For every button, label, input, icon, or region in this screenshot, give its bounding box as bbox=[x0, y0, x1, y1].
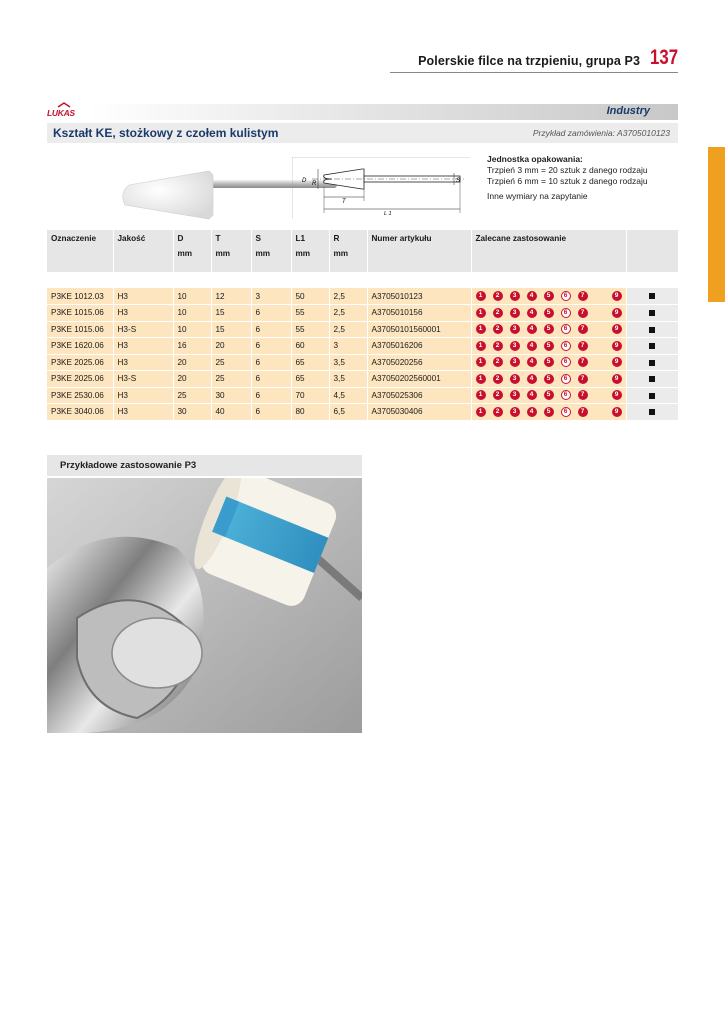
page-header bbox=[300, 46, 678, 72]
cell-article: A3705025306 bbox=[367, 387, 471, 404]
cell-article: A3705020256 bbox=[367, 354, 471, 371]
cell-applications bbox=[471, 387, 626, 404]
application-5-icon: 5 bbox=[544, 390, 554, 400]
application-1-icon: 1 bbox=[476, 390, 486, 400]
cell-article: A37050202560001 bbox=[367, 371, 471, 388]
cell-applications bbox=[471, 305, 626, 322]
application-5-icon: 5 bbox=[544, 407, 554, 417]
application-2-icon: 2 bbox=[493, 407, 503, 417]
cell-quality: H3-S bbox=[113, 321, 173, 338]
cell-marker bbox=[626, 321, 678, 338]
cell-r: 4,5 bbox=[329, 387, 367, 404]
table-row bbox=[47, 338, 678, 355]
application-1-icon: 1 bbox=[476, 407, 486, 417]
table-row bbox=[47, 404, 678, 421]
application-1-icon: 1 bbox=[476, 324, 486, 334]
application-5-icon: 5 bbox=[544, 374, 554, 384]
cell-l1: 50 bbox=[291, 288, 329, 305]
cell-t: 25 bbox=[211, 354, 251, 371]
application-7-icon: 7 bbox=[578, 374, 588, 384]
cell-s: 6 bbox=[251, 305, 291, 322]
application-6-icon: 6 bbox=[561, 390, 571, 400]
diagram-label-r: R bbox=[312, 181, 317, 187]
cell-marker bbox=[626, 371, 678, 388]
application-3-icon: 3 bbox=[510, 291, 520, 301]
cell-d: 20 bbox=[173, 354, 211, 371]
cell-s: 6 bbox=[251, 321, 291, 338]
application-3-icon: 3 bbox=[510, 324, 520, 334]
cell-t: 20 bbox=[211, 338, 251, 355]
table-header-row bbox=[47, 230, 678, 272]
application-5-icon: 5 bbox=[544, 308, 554, 318]
application-2-icon: 2 bbox=[493, 390, 503, 400]
packaging-heading: Jednostka opakowania: bbox=[487, 154, 583, 164]
cell-d: 20 bbox=[173, 371, 211, 388]
header-d: D mm bbox=[173, 230, 211, 272]
cell-marker bbox=[626, 387, 678, 404]
application-9-icon: 9 bbox=[612, 291, 622, 301]
cell-t: 12 bbox=[211, 288, 251, 305]
cell-d: 25 bbox=[173, 387, 211, 404]
packaging-line-3: Inne wymiary na zapytanie bbox=[487, 191, 588, 201]
cell-marker bbox=[626, 305, 678, 322]
cell-t: 15 bbox=[211, 305, 251, 322]
cell-quality: H3 bbox=[113, 404, 173, 421]
application-6-icon: 6 bbox=[561, 291, 571, 301]
cell-l1: 60 bbox=[291, 338, 329, 355]
cell-article: A3705010156 bbox=[367, 305, 471, 322]
cell-designation: P3KE 2530.06 bbox=[47, 387, 113, 404]
cell-designation: P3KE 2025.06 bbox=[47, 354, 113, 371]
diagram-label-s: S bbox=[456, 178, 461, 184]
header-r: R mm bbox=[329, 230, 367, 272]
application-7-icon: 7 bbox=[578, 308, 588, 318]
cell-t: 15 bbox=[211, 321, 251, 338]
diagram-label-d: D bbox=[302, 178, 307, 184]
cell-designation: P3KE 1015.06 bbox=[47, 321, 113, 338]
application-9-icon: 9 bbox=[612, 407, 622, 417]
cell-d: 10 bbox=[173, 288, 211, 305]
cell-quality: H3-S bbox=[113, 371, 173, 388]
header-designation: Oznaczenie bbox=[47, 230, 113, 272]
cell-article: A3705016206 bbox=[367, 338, 471, 355]
square-marker-icon bbox=[649, 343, 655, 349]
lukas-logo bbox=[47, 105, 85, 121]
industry-bar bbox=[90, 104, 678, 120]
cell-marker bbox=[626, 288, 678, 305]
application-photo bbox=[47, 478, 362, 733]
application-5-icon: 5 bbox=[544, 324, 554, 334]
application-6-icon: 6 bbox=[561, 374, 571, 384]
cell-quality: H3 bbox=[113, 288, 173, 305]
cell-r: 6,5 bbox=[329, 404, 367, 421]
application-9-icon: 9 bbox=[612, 390, 622, 400]
square-marker-icon bbox=[649, 327, 655, 333]
cell-designation: P3KE 1015.06 bbox=[47, 305, 113, 322]
cell-designation: P3KE 2025.06 bbox=[47, 371, 113, 388]
application-3-icon: 3 bbox=[510, 390, 520, 400]
cell-l1: 55 bbox=[291, 305, 329, 322]
header-rule bbox=[390, 72, 678, 73]
cell-applications bbox=[471, 371, 626, 388]
application-2-icon: 2 bbox=[493, 308, 503, 318]
cell-article: A3705030406 bbox=[367, 404, 471, 421]
cell-r: 3 bbox=[329, 338, 367, 355]
application-7-icon: 7 bbox=[578, 407, 588, 417]
header-l1: L1 mm bbox=[291, 230, 329, 272]
application-4-icon: 4 bbox=[527, 374, 537, 384]
cell-l1: 65 bbox=[291, 354, 329, 371]
application-1-icon: 1 bbox=[476, 341, 486, 351]
application-9-icon: 9 bbox=[612, 374, 622, 384]
cell-marker bbox=[626, 338, 678, 355]
order-example: Przykład zamówienia: A3705010123 bbox=[532, 128, 670, 138]
table-row bbox=[47, 288, 678, 305]
application-2-icon: 2 bbox=[493, 357, 503, 367]
application-2-icon: 2 bbox=[493, 374, 503, 384]
square-marker-icon bbox=[649, 360, 655, 366]
application-6-icon: 6 bbox=[561, 341, 571, 351]
square-marker-icon bbox=[649, 310, 655, 316]
packaging-line-1: Trzpień 3 mm = 20 sztuk z danego rodzaju bbox=[487, 165, 648, 175]
application-3-icon: 3 bbox=[510, 407, 520, 417]
product-table bbox=[47, 230, 678, 421]
table-row bbox=[47, 305, 678, 322]
application-4-icon: 4 bbox=[527, 390, 537, 400]
header-t: T mm bbox=[211, 230, 251, 272]
application-1-icon: 1 bbox=[476, 308, 486, 318]
cell-applications bbox=[471, 321, 626, 338]
cell-d: 16 bbox=[173, 338, 211, 355]
application-4-icon: 4 bbox=[527, 291, 537, 301]
cell-quality: H3 bbox=[113, 354, 173, 371]
cell-d: 30 bbox=[173, 404, 211, 421]
application-1-icon: 1 bbox=[476, 374, 486, 384]
application-2-icon: 2 bbox=[493, 341, 503, 351]
cell-s: 3 bbox=[251, 288, 291, 305]
cell-article: A3705010123 bbox=[367, 288, 471, 305]
header-extra bbox=[626, 230, 678, 272]
cell-t: 40 bbox=[211, 404, 251, 421]
section-bar bbox=[47, 123, 678, 143]
cell-r: 2,5 bbox=[329, 305, 367, 322]
header-s: S mm bbox=[251, 230, 291, 272]
page-title: Polerskie filce na trzpieniu, grupa P3 bbox=[418, 54, 640, 68]
application-3-icon: 3 bbox=[510, 357, 520, 367]
example-label: Przykładowe zastosowanie P3 bbox=[60, 460, 197, 471]
dimension-diagram bbox=[292, 157, 470, 219]
packaging-line-2: Trzpień 6 mm = 10 sztuk z danego rodzaju bbox=[487, 176, 648, 186]
application-6-icon: 6 bbox=[561, 308, 571, 318]
application-7-icon: 7 bbox=[578, 390, 588, 400]
header-article: Numer artykułu bbox=[367, 230, 471, 272]
cell-quality: H3 bbox=[113, 387, 173, 404]
application-7-icon: 7 bbox=[578, 291, 588, 301]
application-3-icon: 3 bbox=[510, 374, 520, 384]
application-9-icon: 9 bbox=[612, 324, 622, 334]
cell-t: 30 bbox=[211, 387, 251, 404]
application-4-icon: 4 bbox=[527, 308, 537, 318]
cell-s: 6 bbox=[251, 371, 291, 388]
cell-r: 3,5 bbox=[329, 354, 367, 371]
cell-s: 6 bbox=[251, 338, 291, 355]
cell-applications bbox=[471, 404, 626, 421]
example-bar bbox=[47, 455, 362, 476]
application-5-icon: 5 bbox=[544, 341, 554, 351]
diagram-label-l1: L 1 bbox=[384, 211, 392, 217]
cell-r: 2,5 bbox=[329, 321, 367, 338]
table-row bbox=[47, 321, 678, 338]
application-3-icon: 3 bbox=[510, 341, 520, 351]
cell-l1: 70 bbox=[291, 387, 329, 404]
application-9-icon: 9 bbox=[612, 357, 622, 367]
application-3-icon: 3 bbox=[510, 308, 520, 318]
cell-l1: 65 bbox=[291, 371, 329, 388]
cell-designation: P3KE 1012.03 bbox=[47, 288, 113, 305]
header-applications: Zalecane zastosowanie bbox=[471, 230, 626, 272]
cell-designation: P3KE 1620.06 bbox=[47, 338, 113, 355]
logo-text: LUKAS bbox=[47, 108, 75, 118]
cell-t: 25 bbox=[211, 371, 251, 388]
application-1-icon: 1 bbox=[476, 291, 486, 301]
cell-l1: 55 bbox=[291, 321, 329, 338]
table-body bbox=[47, 288, 678, 420]
cell-r: 2,5 bbox=[329, 288, 367, 305]
square-marker-icon bbox=[649, 409, 655, 415]
cell-r: 3,5 bbox=[329, 371, 367, 388]
application-1-icon: 1 bbox=[476, 357, 486, 367]
table-row bbox=[47, 371, 678, 388]
application-7-icon: 7 bbox=[578, 341, 588, 351]
application-9-icon: 9 bbox=[612, 308, 622, 318]
application-7-icon: 7 bbox=[578, 357, 588, 367]
application-4-icon: 4 bbox=[527, 407, 537, 417]
header-quality: Jakość bbox=[113, 230, 173, 272]
application-9-icon: 9 bbox=[612, 341, 622, 351]
cell-applications bbox=[471, 354, 626, 371]
square-marker-icon bbox=[649, 293, 655, 299]
cell-l1: 80 bbox=[291, 404, 329, 421]
application-6-icon: 6 bbox=[561, 357, 571, 367]
packaging-info bbox=[487, 154, 648, 202]
cell-marker bbox=[626, 354, 678, 371]
cell-article: A37050101560001 bbox=[367, 321, 471, 338]
application-6-icon: 6 bbox=[561, 407, 571, 417]
application-5-icon: 5 bbox=[544, 357, 554, 367]
cell-d: 10 bbox=[173, 321, 211, 338]
cell-s: 6 bbox=[251, 387, 291, 404]
application-4-icon: 4 bbox=[527, 357, 537, 367]
side-tab bbox=[708, 147, 725, 302]
cell-d: 10 bbox=[173, 305, 211, 322]
industry-label: Industry bbox=[606, 105, 650, 117]
cell-s: 6 bbox=[251, 404, 291, 421]
cell-quality: H3 bbox=[113, 305, 173, 322]
cell-quality: H3 bbox=[113, 338, 173, 355]
cell-marker bbox=[626, 404, 678, 421]
square-marker-icon bbox=[649, 376, 655, 382]
application-7-icon: 7 bbox=[578, 324, 588, 334]
application-4-icon: 4 bbox=[527, 324, 537, 334]
application-2-icon: 2 bbox=[493, 324, 503, 334]
table-row bbox=[47, 354, 678, 371]
square-marker-icon bbox=[649, 393, 655, 399]
diagram-label-t: T bbox=[342, 199, 346, 205]
application-2-icon: 2 bbox=[493, 291, 503, 301]
cell-applications bbox=[471, 338, 626, 355]
application-5-icon: 5 bbox=[544, 291, 554, 301]
page-number: 137 bbox=[649, 46, 678, 69]
section-title: Kształt KE, stożkowy z czołem kulistym bbox=[53, 126, 279, 140]
cell-s: 6 bbox=[251, 354, 291, 371]
table-row bbox=[47, 387, 678, 404]
application-4-icon: 4 bbox=[527, 341, 537, 351]
cell-applications bbox=[471, 288, 626, 305]
cell-designation: P3KE 3040.06 bbox=[47, 404, 113, 421]
application-6-icon: 6 bbox=[561, 324, 571, 334]
